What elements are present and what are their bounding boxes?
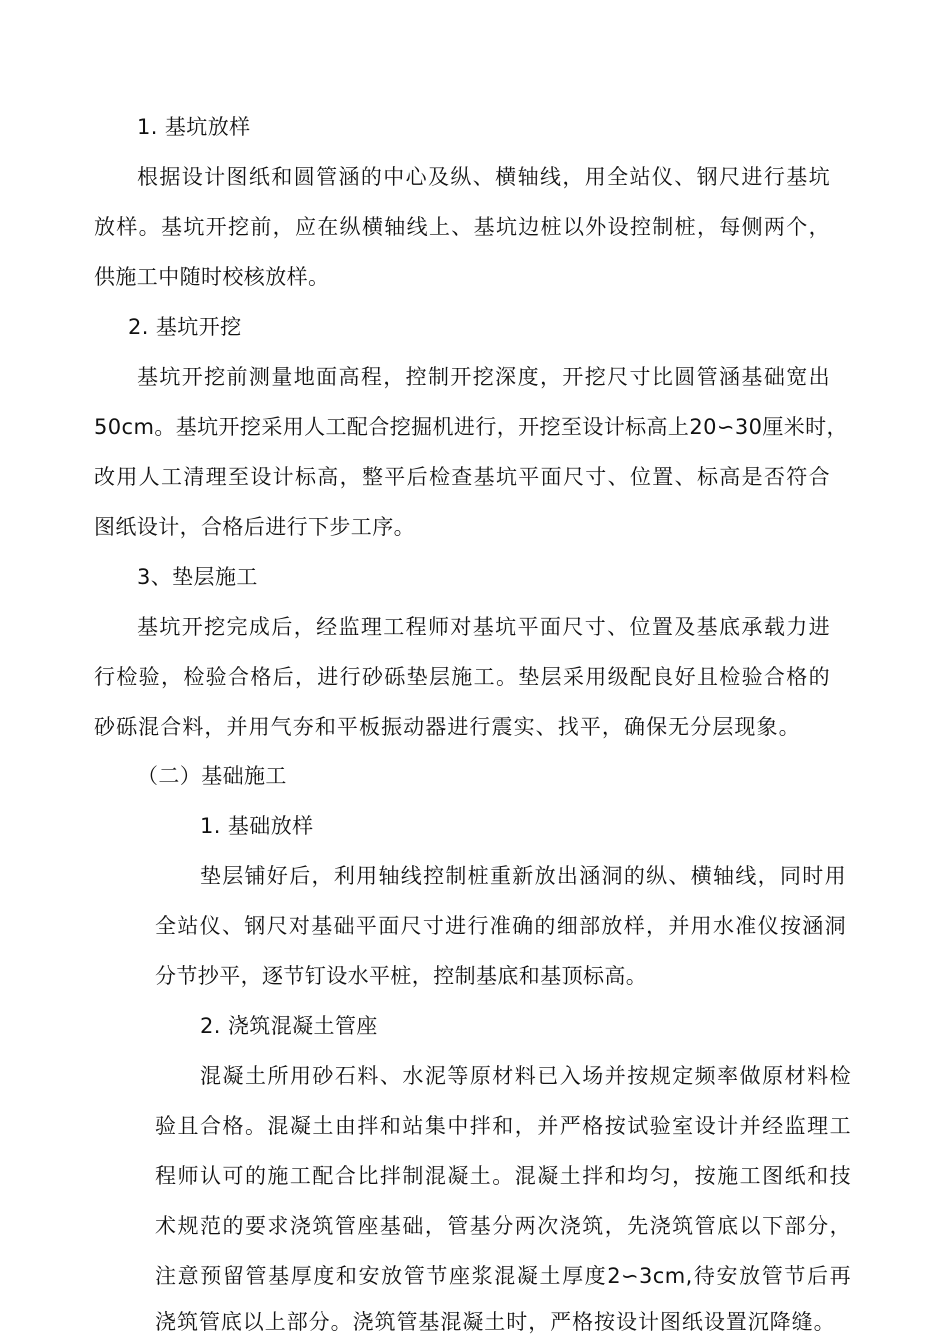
paragraph-line: 基坑开挖前测量地面高程，控制开挖深度，开挖尺寸比圆管涵基础宽出 [137, 365, 830, 389]
paragraph-line: 行检验，检验合格后，进行砂砾垫层施工。垫层采用级配良好且检验合格的 [94, 665, 830, 689]
paragraph-line: 根据设计图纸和圆管涵的中心及纵、横轴线，用全站仪、钢尺进行基坑 [137, 165, 830, 189]
paragraph-line: 分节抄平，逐节钉设水平桩，控制基底和基顶标高。 [155, 964, 648, 988]
paragraph-line: 垫层铺好后，利用轴线控制桩重新放出涵洞的纵、横轴线，同时用 [200, 864, 846, 888]
paragraph-line: 改用人工清理至设计标高，整平后检查基坑平面尺寸、位置、标高是否符合 [94, 465, 830, 489]
section-heading: 2. 浇筑混凝土管座 [200, 1014, 378, 1038]
paragraph-line: 注意预留管基厚度和安放管节座浆混凝土厚度2∽3cm,待安放管节后再 [155, 1264, 851, 1288]
paragraph-line: 基坑开挖完成后，经监理工程师对基坑平面尺寸、位置及基底承载力进 [137, 615, 830, 639]
paragraph-line: 供施工中随时校核放样。 [94, 265, 330, 289]
paragraph-line: 图纸设计，合格后进行下步工序。 [94, 515, 415, 539]
paragraph-line: 术规范的要求浇筑管座基础，管基分两次浇筑，先浇筑管底以下部分， [155, 1214, 851, 1238]
paragraph-line: 浇筑管底以上部分。浇筑管基混凝土时，严格按设计图纸设置沉降缝。 [155, 1310, 835, 1334]
chapter-heading: （二）基础施工 [137, 764, 287, 788]
section-heading: 1. 基坑放样 [137, 115, 251, 139]
paragraph-line: 放样。基坑开挖前，应在纵横轴线上、基坑边桩以外设控制桩，每侧两个， [94, 215, 830, 239]
section-heading: 1. 基础放样 [200, 814, 314, 838]
paragraph-line: 砂砾混合料，并用气夯和平板振动器进行震实、找平，确保无分层现象。 [94, 715, 800, 739]
paragraph-line: 验且合格。混凝土由拌和站集中拌和，并严格按试验室设计并经监理工 [155, 1114, 851, 1138]
paragraph-line: 混凝土所用砂石料、水泥等原材料已入场并按规定频率做原材料检 [200, 1064, 851, 1088]
paragraph-line: 50cm。基坑开挖采用人工配合挖掘机进行，开挖至设计标高上20∽30厘米时， [94, 415, 848, 439]
paragraph-line: 程师认可的施工配合比拌制混凝土。混凝土拌和均匀，按施工图纸和技 [155, 1164, 851, 1188]
section-heading: 3、垫层施工 [137, 565, 258, 589]
section-heading: 2. 基坑开挖 [128, 315, 242, 339]
paragraph-line: 全站仪、钢尺对基础平面尺寸进行准确的细部放样，并用水准仪按涵洞 [155, 914, 846, 938]
